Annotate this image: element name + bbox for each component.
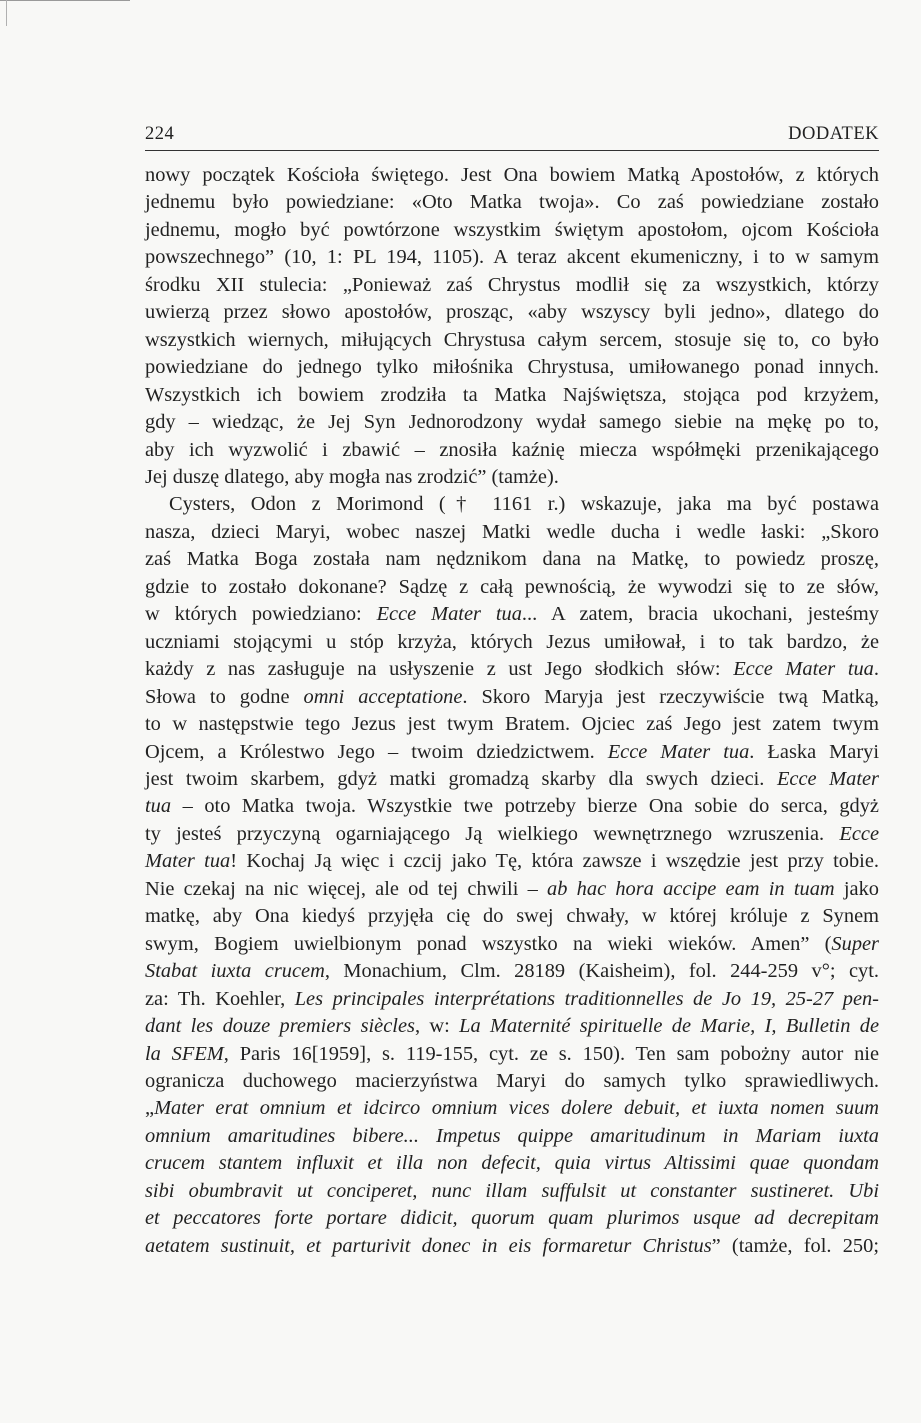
text-run: . (873, 658, 879, 681)
text-run: wszystkich wiernych, miłujących Chrystusa całym sercem, stosuje się to, co było (145, 328, 879, 351)
text-run: , Paris 16[1959], s. 119-155, cyt. ze s. 150). Ten sam pobożny autor nie (223, 1042, 879, 1065)
text-run: matkę, aby Ona kiedyś przyjęła cię do swej chwały, w której króluje z Synem (145, 905, 879, 928)
text-run: . Łaska Maryi (749, 740, 879, 763)
text-run: zaś Matka Boga została nam nędznikom dana na Matkę, to powiedz proszę, (145, 548, 879, 571)
text-run: jest twoim skarbem, gdyż matki gromadzą skarby dla swych dzieci. (145, 767, 777, 790)
text-line (145, 986, 879, 1013)
page-number: 224 (145, 124, 175, 144)
text-run: uwierzą przez słowo apostołów, prosząc, «aby wszyscy byli jedno», dlatego do (145, 301, 879, 324)
text-line (145, 848, 879, 875)
italic-phrase: sibi obumbravit ut conciperet, nunc illam suffulsit ut constanter sustineret. Ubi (145, 1179, 879, 1202)
text-line (145, 464, 879, 491)
text-line (145, 1013, 879, 1040)
text-line (145, 299, 879, 326)
text-run: , Monachium, Clm. 28189 (Kaisheim), fol. 244-259 v°; cyt. (324, 960, 879, 983)
text-run: jednemu, mogło być powtórzone wszystkim świętym apostołom, ojcom Kościoła (145, 218, 879, 241)
text-run: za: Th. Koehler, (145, 987, 295, 1010)
italic-phrase: Ecce Mater tua (733, 658, 874, 681)
header-rule (145, 150, 879, 151)
text-line (145, 1041, 879, 1068)
italic-phrase: ab hac hora accipe eam in tuam (547, 877, 835, 900)
text-line (145, 821, 879, 848)
text-line (145, 189, 879, 216)
scan-corner-tick (6, 0, 7, 26)
text-run: Cysters, Odon z Morimond († 1161 r.) wskazuje, jaka ma być postawa (169, 493, 879, 516)
text-line (145, 491, 879, 518)
running-title: DODATEK (788, 124, 879, 144)
text-line (145, 217, 879, 244)
text-run: Wszystkich ich bowiem zrodziła ta Matka Najświętsza, stojąca pod krzyżem, (145, 383, 879, 406)
text-run: jednemu było powiedziane: «Oto Matka twoja». Co zaś powiedziane zostało (145, 191, 879, 214)
text-run: gdzie to zostało dokonane? Sądzę z całą pewnością, że wywodzi się to ze słów, (145, 575, 879, 598)
body-text (145, 162, 879, 1260)
italic-phrase: aetatem sustinuit, et parturivit donec in eis formaretur Christus (145, 1234, 712, 1257)
text-run: ” (tamże, fol. 250; (711, 1234, 879, 1257)
text-line (145, 162, 879, 189)
italic-phrase: et peccatores forte portare didicit, quorum quam plurimos usque ad decrepitam (145, 1207, 879, 1230)
text-line (145, 931, 879, 958)
text-run: każdy z nas zasługuje na usłyszenie z ust Jego słodkich słów: (145, 658, 734, 681)
italic-phrase: Ecce Mater tua (607, 740, 750, 763)
text-line (145, 382, 879, 409)
italic-phrase: la SFEM (145, 1042, 224, 1065)
italic-phrase: Super (831, 932, 879, 955)
text-line (145, 793, 879, 820)
text-run: aby ich wyzwolić i zbawić – znosiła kaźnię miecza współmęki przenikającego (145, 438, 879, 461)
text-line (145, 1095, 879, 1122)
text-line (145, 409, 879, 436)
italic-phrase: tua (145, 795, 172, 818)
text-run: nasza, dzieci Maryi, wobec naszej Matki wedle ducha i wedle łaski: „Skoro (145, 520, 879, 543)
text-line (145, 272, 879, 299)
text-run: Słowa to godne (145, 685, 304, 708)
scan-corner-mark (0, 0, 130, 11)
italic-phrase: Mater erat omnium et idcirco omnium vices dolere debuit, et iuxta nomen suum (154, 1097, 879, 1120)
text-run: , w: (414, 1015, 460, 1038)
text-run: . Skoro Maryja jest rzeczywiście twą Matką, (462, 685, 879, 708)
text-line (145, 739, 879, 766)
text-run: to w następstwie tego Jezus jest twym Bratem. Ojciec zaś Jego jest zatem twym (145, 713, 879, 736)
italic-phrase: Ecce (839, 822, 879, 845)
text-line (145, 327, 879, 354)
italic-phrase: Stabat iuxta crucem (145, 960, 325, 983)
text-run: „ (145, 1097, 155, 1120)
italic-phrase: omni acceptatione (303, 685, 463, 708)
text-run: Ojcem, a Królestwo Jego – twoim dziedzictwem. (145, 740, 608, 763)
text-run: Jej duszę dlatego, aby mogła nas zrodzić” (tamże). (145, 465, 559, 488)
text-line (145, 1068, 879, 1095)
text-run: w których powiedziano: (145, 603, 377, 626)
text-line (145, 1123, 879, 1150)
text-line (145, 656, 879, 683)
text-line (145, 519, 879, 546)
italic-phrase: Ecce Mater (776, 767, 879, 790)
text-line (145, 629, 879, 656)
text-run: ty jesteś przyczyną ogarniającego Ją wielkiego wewnętrznego wzruszenia. (145, 822, 840, 845)
text-run: powiedziane do jednego tylko miłośnika Chrystusa, umiłowanego ponad innych. (145, 356, 879, 379)
text-line (145, 354, 879, 381)
text-line (145, 1205, 879, 1232)
italic-phrase: omnium amaritudines bibere... Impetus quippe amaritudinum in Mariam iuxta (145, 1124, 879, 1147)
text-line (145, 244, 879, 271)
text-run: nowy początek Kościoła świętego. Jest Ona bowiem Matką Apostołów, z których (145, 164, 879, 186)
italic-phrase: dant les douze premiers siècles (145, 1015, 415, 1038)
text-line (145, 684, 879, 711)
text-line (145, 766, 879, 793)
text-line (145, 601, 879, 628)
text-line (145, 1150, 879, 1177)
text-line (145, 1178, 879, 1205)
text-run: gdy – wiedząc, że Jej Syn Jednorodzony wydał samego siebie na mękę po to, (145, 411, 879, 434)
text-run: ogranicza duchowego macierzyństwa Maryi do samych tylko sprawiedliwych. (145, 1069, 879, 1092)
italic-phrase: La Maternité spirituelle de Marie, I, Bulletin de (459, 1015, 879, 1038)
text-line (145, 876, 879, 903)
text-run: ! Kochaj Ją więc i czcij jako Tę, która zawsze i wszędzie jest przy tobie. (230, 850, 879, 873)
italic-phrase: Les principales interprétations traditionnelles de Jo 19, 25-27 pen- (294, 987, 879, 1010)
text-line (145, 574, 879, 601)
text-run: środku XII stulecia: „Ponieważ zaś Chrystus modlił się za wszystkich, którzy (145, 273, 879, 296)
italic-phrase: crucem stantem influxit et illa non defecit, quia virtus Altissimi quae quondam (145, 1152, 879, 1175)
text-line (145, 437, 879, 464)
text-line (145, 903, 879, 930)
text-run: powszechnego” (10, 1: PL 194, 1105). A teraz akcent ekumeniczny, i to w samym (145, 246, 879, 269)
text-line (145, 546, 879, 573)
italic-phrase: Mater tua (145, 850, 231, 873)
text-line (145, 958, 879, 985)
text-line (145, 1233, 879, 1260)
text-run: uczniami stojącymi u stóp krzyża, których Jezus umiłował, i to tak bardzo, że (145, 630, 879, 653)
italic-phrase: Ecce Mater tua (376, 603, 522, 626)
text-line (145, 711, 879, 738)
text-run: jako (834, 877, 879, 900)
text-run: – oto Matka twoja. Wszystkie twe potrzeby bierze Ona sobie do serca, gdyż (171, 795, 879, 818)
text-run: Nie czekaj na nic więcej, ale od tej chwili – (145, 877, 548, 900)
text-run: ... A zatem, bracia ukochani, jesteśmy (521, 603, 879, 626)
page-header (145, 115, 879, 145)
text-run: swym, Bogiem uwielbionym ponad wszystko na wieki wieków. Amen” ( (145, 932, 832, 955)
